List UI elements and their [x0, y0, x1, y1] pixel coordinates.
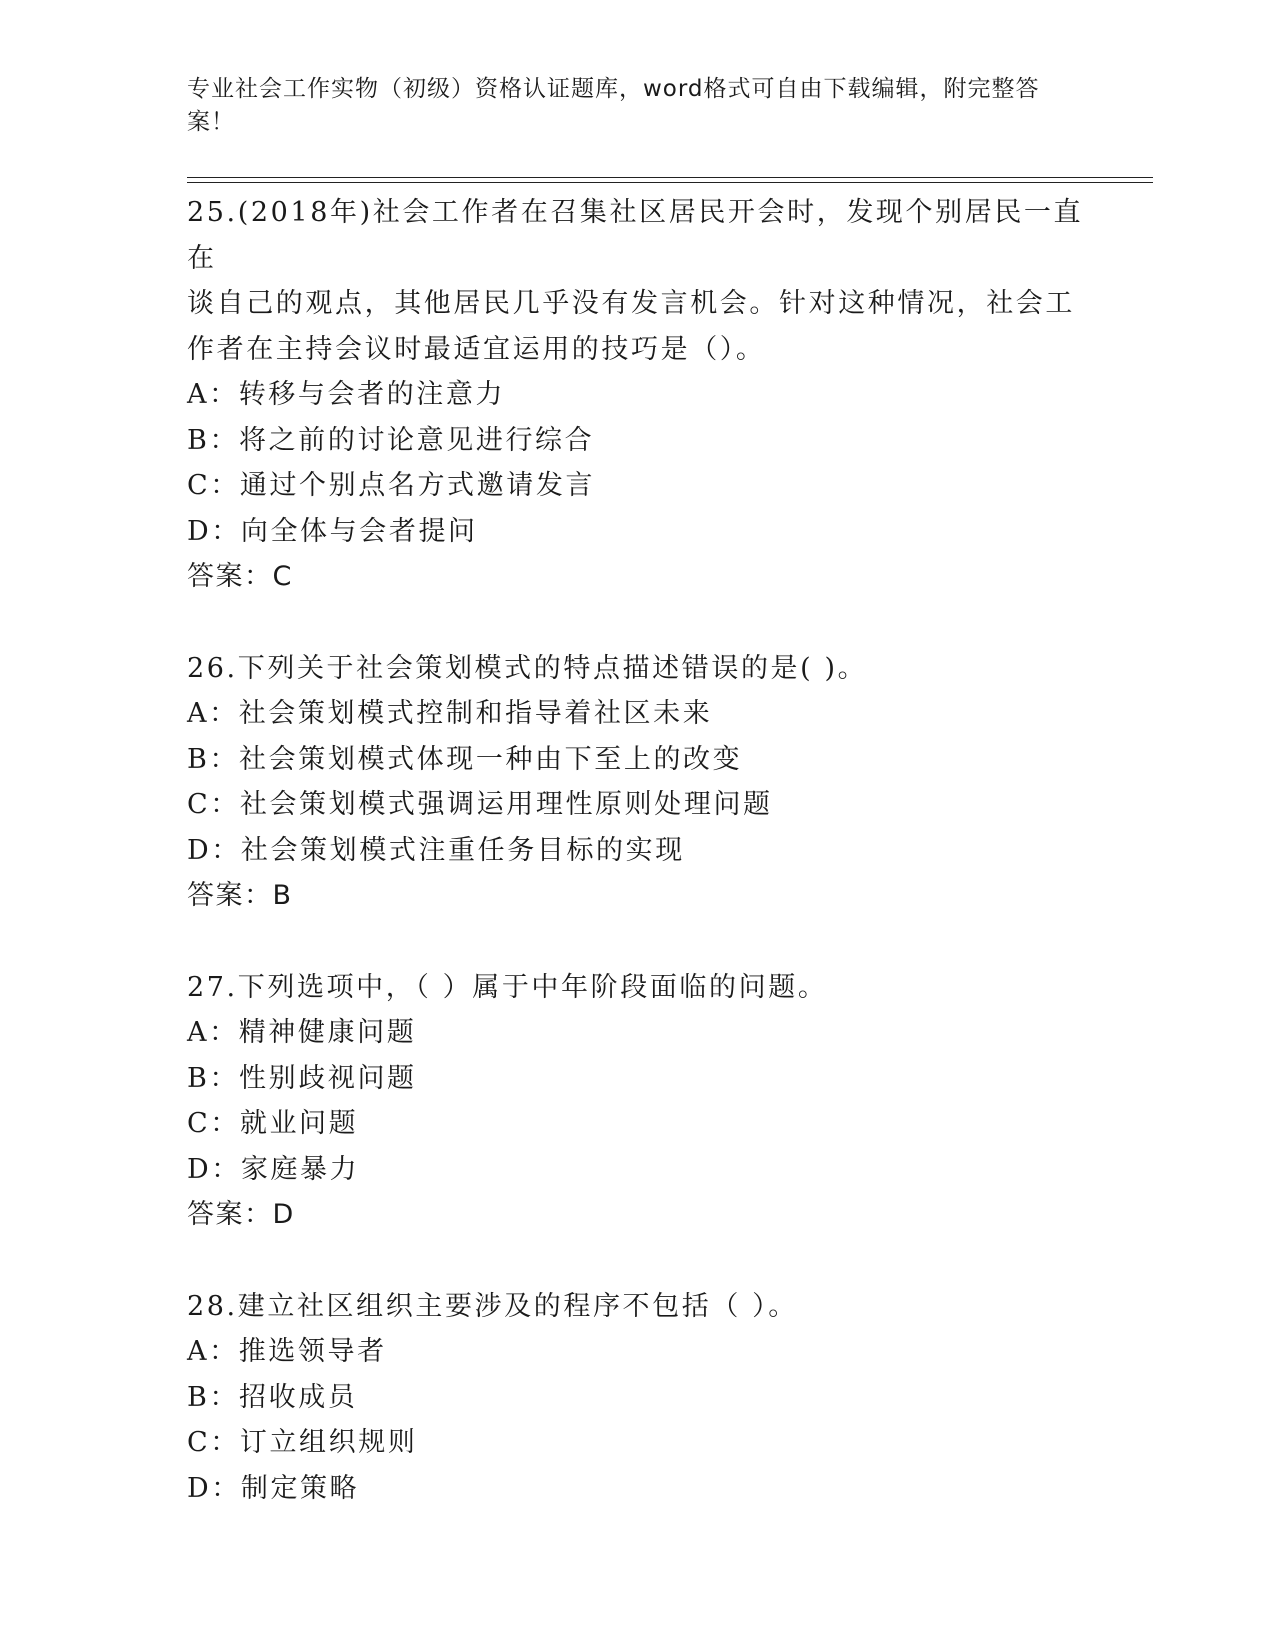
question-28 — [187, 1284, 1087, 1512]
question-spacer — [187, 600, 1087, 646]
header-divider-top — [187, 177, 1153, 178]
option-b: B：社会策划模式体现一种由下至上的改变 — [187, 743, 743, 775]
option-a: A：社会策划模式控制和指导着社区未来 — [187, 698, 713, 729]
question-25 — [187, 190, 1087, 600]
option-a: A：推选领导者 — [187, 1336, 387, 1367]
option-d: D：制定策略 — [187, 1472, 360, 1504]
question-stem-line: 28.建立社区组织主要涉及的程序不包括（ ）。 — [187, 1290, 798, 1322]
answer-line: 答案：B — [187, 880, 293, 911]
answer-line: 答案：D — [187, 1199, 295, 1230]
answer-line: 答案：C — [187, 561, 293, 592]
question-stem-line: 作者在主持会议时最适宜运用的技巧是（）。 — [187, 333, 766, 365]
question-stem-line: 26.下列关于社会策划模式的特点描述错误的是( )。 — [187, 652, 868, 684]
option-d: D：社会策划模式注重任务目标的实现 — [187, 834, 685, 866]
question-27 — [187, 965, 1087, 1238]
option-d: D：家庭暴力 — [187, 1153, 360, 1185]
option-b: B：招收成员 — [187, 1381, 358, 1413]
option-c: C：通过个别点名方式邀请发言 — [187, 470, 596, 501]
question-stem-line: 27.下列选项中，（ ）属于中年阶段面临的问题。 — [187, 971, 828, 1003]
header-divider-bottom — [187, 182, 1153, 183]
option-c: C：社会策划模式强调运用理性原则处理问题 — [187, 789, 773, 820]
question-spacer — [187, 1238, 1087, 1284]
option-a: A：转移与会者的注意力 — [187, 379, 506, 410]
option-d: D：向全体与会者提问 — [187, 515, 478, 547]
question-26 — [187, 646, 1087, 919]
option-a: A：精神健康问题 — [187, 1017, 417, 1048]
question-stem-line: 谈自己的观点，其他居民几乎没有发言机会。针对这种情况，社会工 — [187, 288, 1075, 319]
option-b: B：性别歧视问题 — [187, 1062, 417, 1094]
option-c: C：订立组织规则 — [187, 1427, 418, 1458]
question-stem-line: 25.(2018年)社会工作者在召集社区居民开会时，发现个别居民一直在 — [187, 197, 1084, 274]
option-b: B：将之前的讨论意见进行综合 — [187, 424, 595, 456]
question-list — [187, 190, 1087, 1511]
document-header: 专业社会工作实物（初级）资格认证题库，word格式可自由下载编辑，附完整答案！ — [187, 76, 1040, 135]
option-c: C：就业问题 — [187, 1108, 359, 1139]
question-spacer — [187, 919, 1087, 965]
